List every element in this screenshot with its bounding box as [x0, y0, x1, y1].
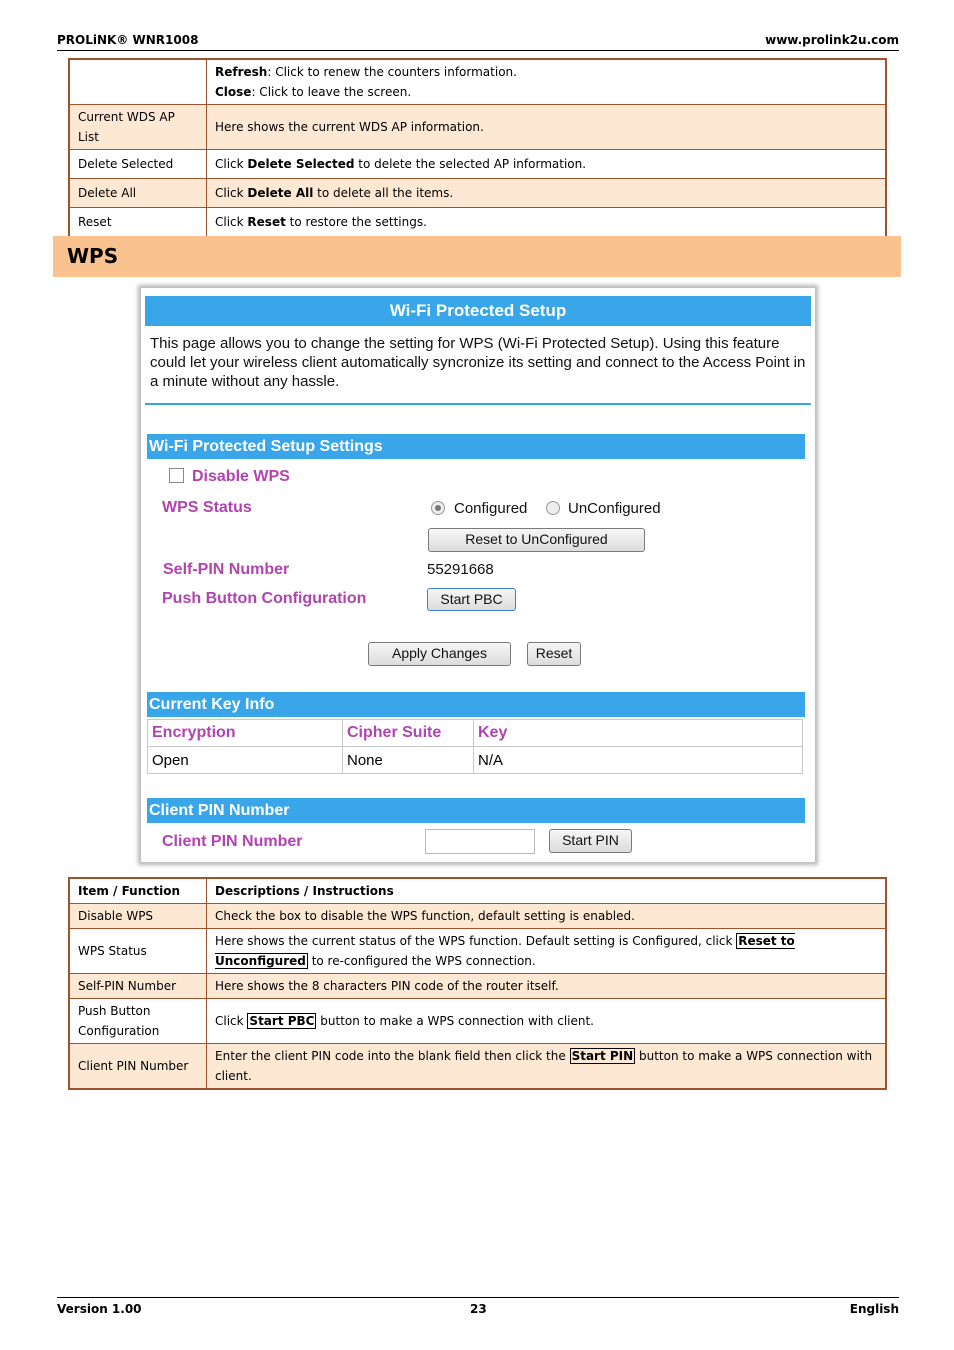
- item-cell: Self-PIN Number: [69, 974, 207, 999]
- desc-text: to delete all the items.: [313, 186, 454, 200]
- desc-text: to restore the settings.: [285, 214, 427, 229]
- table-row: [148, 747, 803, 774]
- unconfigured-radio[interactable]: [546, 501, 560, 515]
- desc-cell: [207, 1044, 887, 1090]
- desc-text: button to make a WPS connection with client.: [215, 1049, 873, 1083]
- desc-cell: Check the box to disable the WPS function, default setting is enabled.: [207, 904, 887, 929]
- pbc-label: Push Button Configuration: [162, 590, 367, 607]
- self-pin-value: 55291668: [427, 561, 494, 578]
- start-pbc-button[interactable]: Start PBC: [427, 588, 516, 611]
- disable-wps-checkbox[interactable]: [169, 468, 184, 483]
- table-row: [69, 208, 886, 237]
- desc-cell: [207, 59, 887, 105]
- desc-bold: Reset: [247, 214, 286, 229]
- desc-cell: [207, 150, 887, 179]
- item-cell: [69, 59, 207, 105]
- reset-button[interactable]: Reset: [527, 642, 581, 666]
- intro-text: This page allows you to change the setting for WPS (Wi-Fi Protected Setup). Using this feature could let your wireless client automatically syncronize its setting and connect to the Access Point in a minute without any hassle.: [150, 335, 806, 390]
- desc-cell: [207, 999, 887, 1044]
- desc-text: button to make a WPS connection with client.: [316, 1014, 594, 1028]
- product-name: PROLiNK® WNR1008: [57, 33, 199, 47]
- desc-text: Click: [215, 157, 248, 171]
- desc-bold: Delete Selected: [247, 157, 355, 171]
- key-header: Key: [474, 720, 803, 747]
- item-cell: Disable WPS: [69, 904, 207, 929]
- item-cell: Current WDS AP List: [69, 105, 207, 150]
- desc-bold: Refresh: [215, 65, 268, 79]
- desc-cell: [207, 208, 887, 237]
- table-row: [69, 999, 886, 1044]
- client-pin-bar: Client PIN Number: [147, 798, 805, 823]
- key-info-table: [147, 719, 803, 774]
- item-cell: Client PIN Number: [69, 1044, 207, 1090]
- desc-cell: Here shows the 8 characters PIN code of the router itself.: [207, 974, 887, 999]
- desc-cell: [207, 179, 887, 208]
- section-heading: [53, 236, 901, 277]
- desc-bold: Close: [215, 85, 252, 99]
- table-row: [69, 105, 886, 150]
- version: Version 1.00: [57, 1302, 142, 1316]
- start-pin-ref: Start PIN: [571, 1049, 634, 1063]
- reset-unconfigured-button[interactable]: Reset to UnConfigured: [428, 528, 645, 552]
- item-cell: Reset: [69, 208, 207, 237]
- page-number: 23: [470, 1302, 487, 1316]
- client-pin-label: Client PIN Number: [162, 833, 303, 850]
- desc-text: : Click to renew the counters information.: [267, 65, 517, 79]
- item-header: Item / Function: [69, 878, 207, 904]
- disable-wps-label: Disable WPS: [192, 468, 290, 485]
- table-row: [69, 929, 886, 974]
- table-row: [69, 150, 886, 179]
- self-pin-label: Self-PIN Number: [163, 561, 290, 578]
- start-pbc-ref: Start PBC: [249, 1014, 315, 1028]
- client-pin-input[interactable]: [425, 829, 535, 854]
- language: English: [849, 1302, 899, 1316]
- desc-cell: [207, 929, 887, 974]
- settings-bar: Wi-Fi Protected Setup Settings: [147, 434, 805, 459]
- key-value: N/A: [474, 747, 803, 774]
- desc-cell: Here shows the current WDS AP information.: [207, 105, 887, 150]
- table-row: [69, 904, 886, 929]
- wps-status-label: WPS Status: [162, 499, 252, 516]
- section-title: WPS: [67, 244, 119, 268]
- item-cell: Push Button Configuration: [69, 999, 207, 1044]
- table-row: [69, 179, 886, 208]
- desc-bold: Delete All: [247, 186, 314, 200]
- desc-header: Descriptions / Instructions: [207, 878, 887, 904]
- start-pin-button[interactable]: Start PIN: [549, 829, 632, 853]
- website-url: www.prolink2u.com: [765, 33, 899, 47]
- encryption-value: Open: [148, 747, 343, 774]
- table-header-row: [69, 878, 886, 904]
- table-row: [148, 720, 803, 747]
- unconfigured-label: UnConfigured: [568, 500, 661, 517]
- encryption-header: Encryption: [148, 720, 343, 747]
- table-row: [69, 59, 886, 105]
- cipher-suite-value: None: [343, 747, 474, 774]
- desc-text: : Click to leave the screen.: [251, 85, 412, 99]
- bottom-description-table: [68, 877, 887, 1090]
- wps-screenshot: [141, 288, 815, 862]
- desc-text: Enter the client PIN code into the blank field then click the: [215, 1049, 570, 1063]
- configured-radio[interactable]: [431, 501, 445, 515]
- cipher-suite-header: Cipher Suite: [343, 720, 474, 747]
- page-footer: [57, 1297, 899, 1318]
- desc-text: to re-configured the WPS connection.: [307, 954, 536, 968]
- top-description-table: [68, 58, 887, 238]
- table-row: [69, 974, 886, 999]
- desc-text: to delete the selected AP information.: [354, 157, 587, 171]
- table-row: [69, 1044, 886, 1090]
- apply-changes-button[interactable]: Apply Changes: [368, 642, 511, 666]
- desc-text: Click: [215, 1014, 248, 1028]
- reset-unconfigured-ref: Reset to Unconfigured: [215, 934, 795, 968]
- desc-text: Click: [215, 186, 248, 200]
- item-cell: WPS Status: [69, 929, 207, 974]
- page-title-bar: Wi-Fi Protected Setup: [145, 296, 811, 326]
- divider: [145, 403, 811, 405]
- page-header: [57, 30, 899, 51]
- desc-text: Click: [215, 214, 248, 229]
- key-info-bar: Current Key Info: [147, 692, 805, 717]
- item-cell: Delete All: [69, 179, 207, 208]
- item-cell: Delete Selected: [69, 150, 207, 179]
- desc-text: Here shows the current status of the WPS function. Default setting is Configured, click: [215, 934, 737, 948]
- configured-label: Configured: [454, 500, 528, 517]
